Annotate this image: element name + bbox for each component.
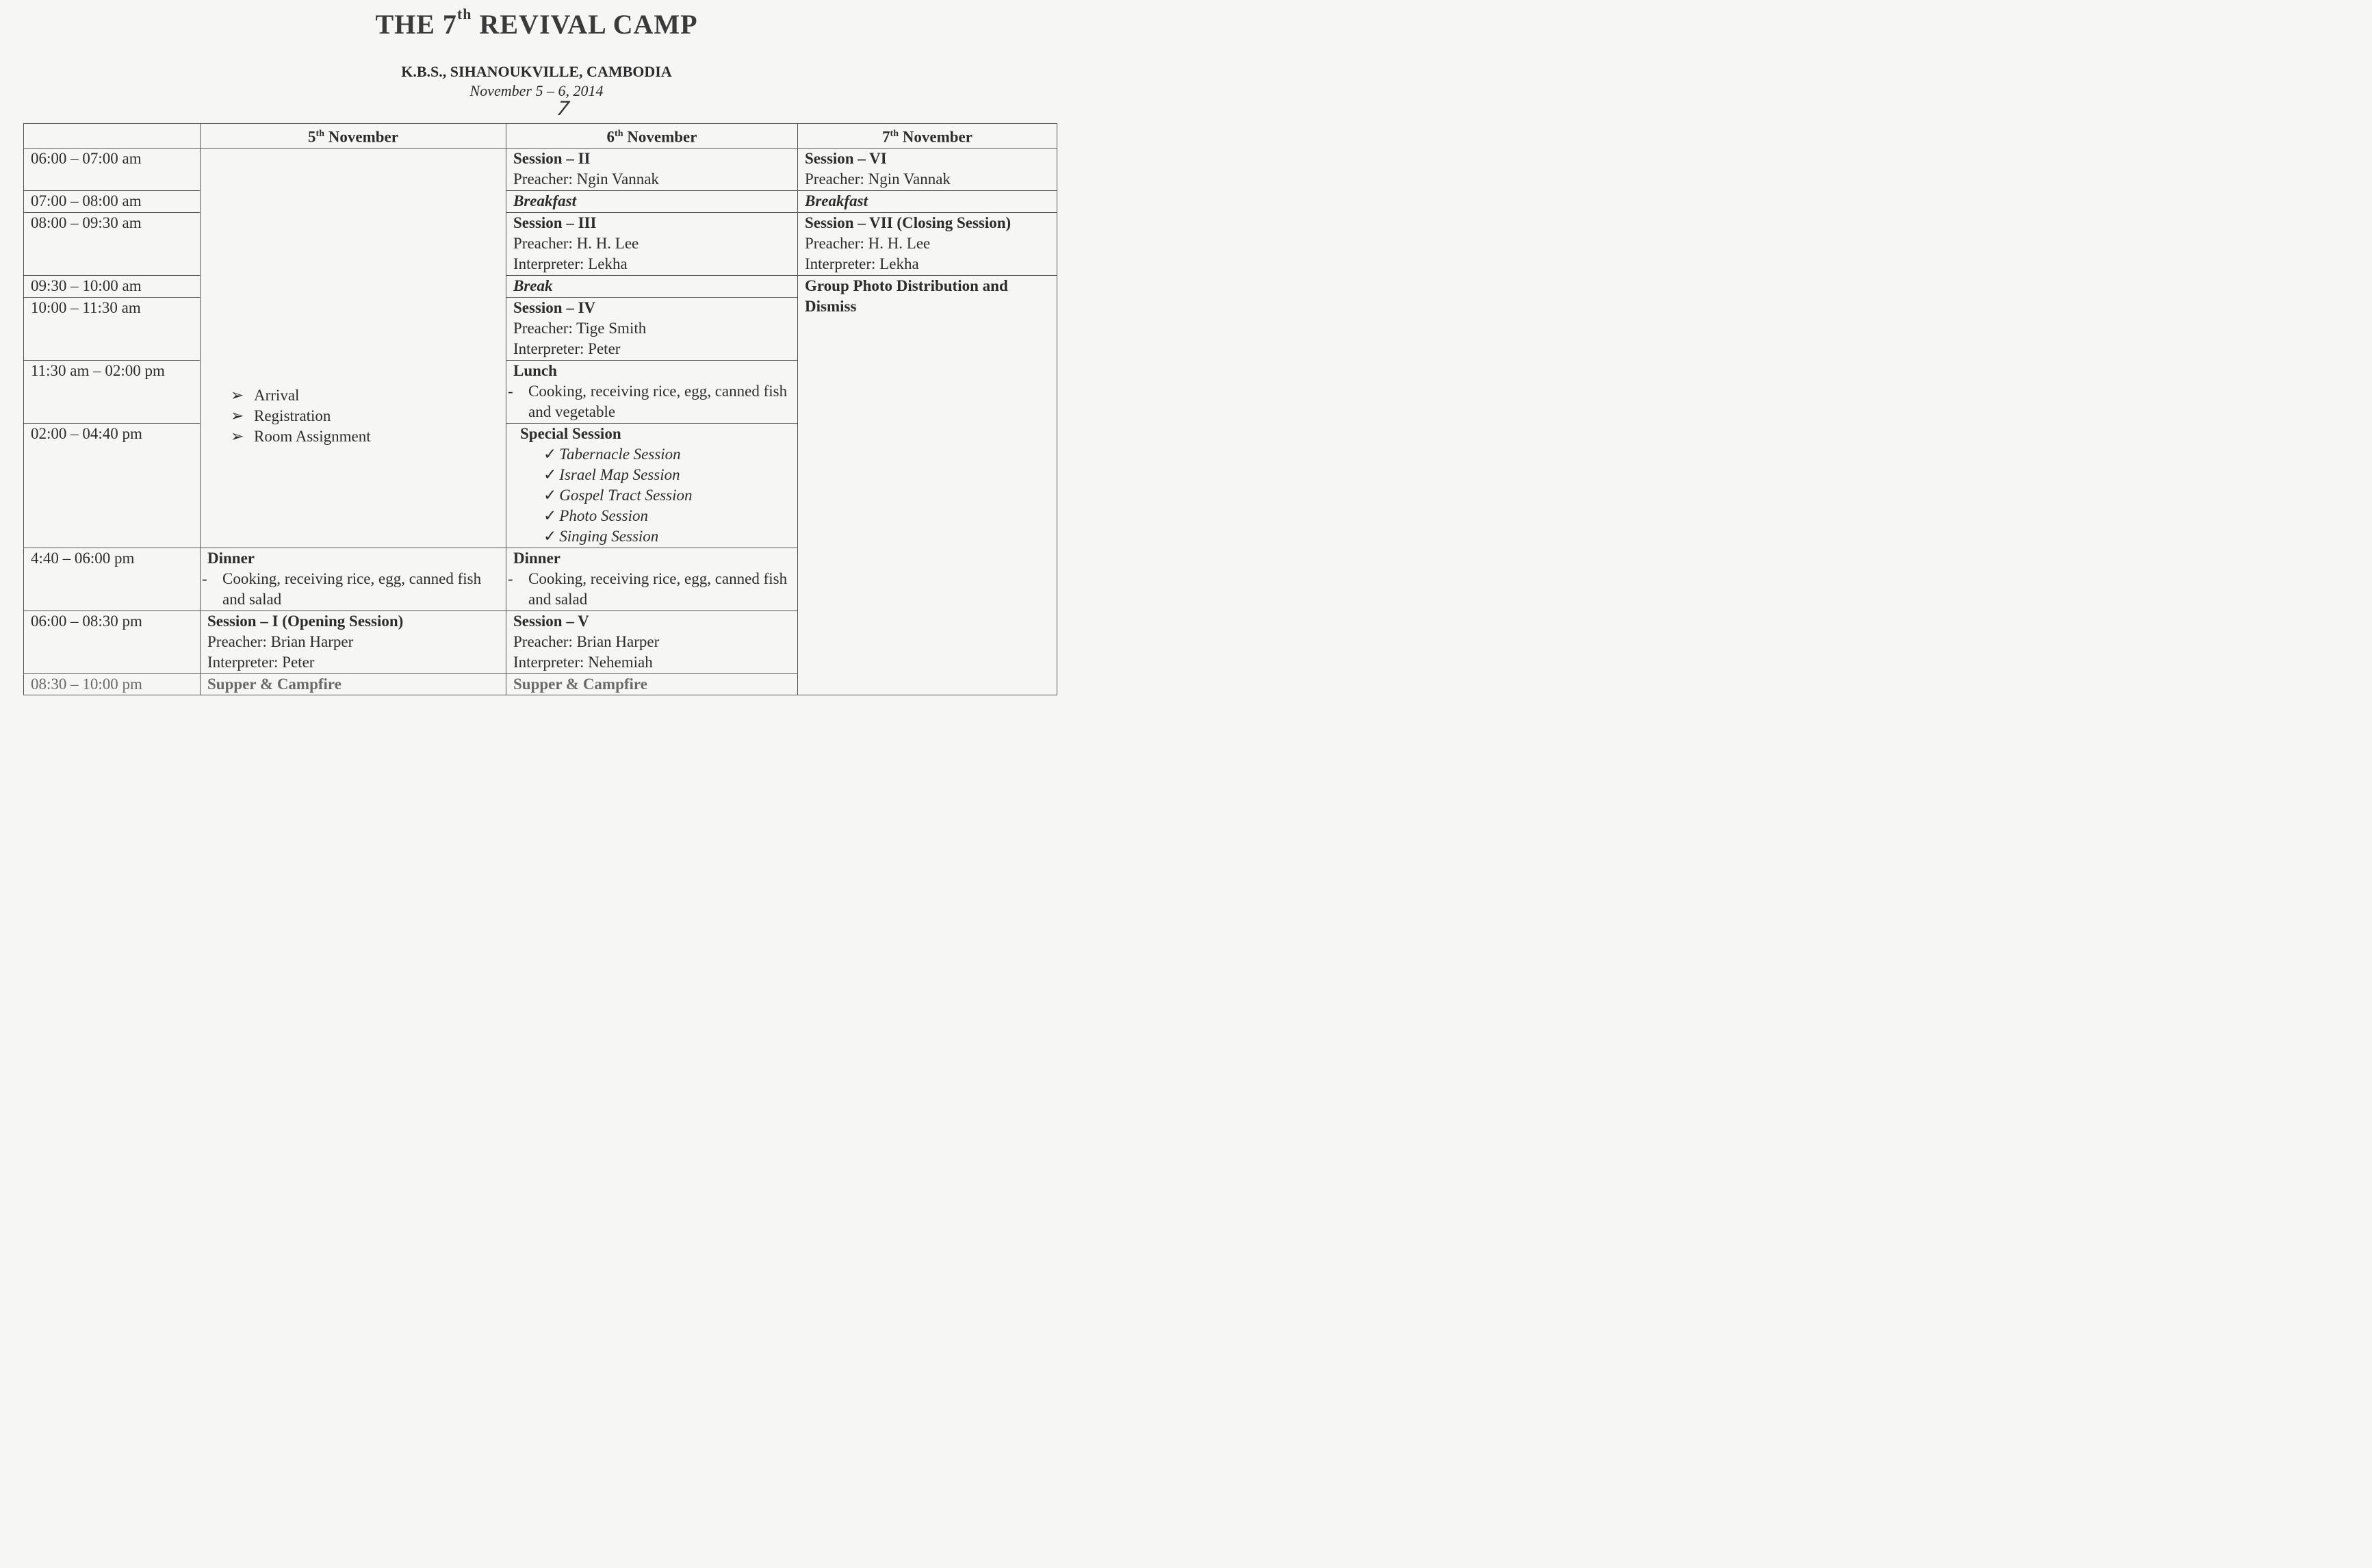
time-slot: 08:30 – 10:00 pm [24,673,201,695]
time-slot: 02:00 – 04:40 pm [24,423,201,548]
nov7-closing: Group Photo Distribution and Dismiss [798,275,1057,695]
nov6-supper: Supper & Campfire [506,673,798,695]
nov6-session-5: Session – V Preacher: Brian Harper Interpreter: Nehemiah [506,611,798,673]
nov6-lunch: Lunch - Cooking, receiving rice, egg, canned fish and vegetable [506,360,798,423]
time-slot: 06:00 – 08:30 pm [24,611,201,673]
list-item: ✓ Tabernacle Session [543,445,681,463]
table-row [24,148,1057,190]
list-item: ➢ Arrival [231,387,300,404]
nov5-supper: Supper & Campfire [201,673,506,695]
schedule-table [23,123,1057,695]
nov6-session-3: Session – III Preacher: H. H. Lee Interpreter: Lekha [506,212,798,275]
list-item: ➢ Registration [231,407,331,425]
table-row [24,212,1057,275]
nov6-session-4: Session – IV Preacher: Tige Smith Interpreter: Peter [506,297,798,360]
special-session-list [520,444,790,547]
column-header-nov6: 6th November [506,124,798,149]
list-item: ✓ Israel Map Session [543,465,680,483]
nov6-session-2: Session – II Preacher: Ngin Vannak [506,148,798,190]
list-item: ➢ Room Assignment [231,428,371,446]
time-slot: 06:00 – 07:00 am [24,148,201,190]
event-dates: November 5 – 6, 2014 [469,82,604,99]
time-slot: 09:30 – 10:00 am [24,275,201,297]
venue: K.B.S., SIHANOUKVILLE, CAMBODIA [401,63,672,80]
time-slot: 10:00 – 11:30 am [24,297,201,360]
list-item: ✓ Gospel Tract Session [543,486,693,504]
time-column-header [24,124,201,149]
nov6-breakfast: Breakfast [506,190,798,212]
column-header-nov7: 7th November [798,124,1057,149]
nov6-dinner: Dinner - Cooking, receiving rice, egg, canned fish and salad [506,548,798,611]
arrival-list [207,385,499,447]
list-item: ✓ Singing Session [543,527,659,545]
table-row [24,190,1057,212]
nov7-breakfast: Breakfast [798,190,1057,212]
document-title: THE 7th REVIVAL CAMP [375,5,698,40]
column-header-nov5: 5th November [201,124,506,149]
time-slot: 08:00 – 09:30 am [24,212,201,275]
handwritten-correction: 7 [555,97,571,120]
nov6-special-session: Special Session ✓ Tabernacle Session ✓ Israel Map Session ✓ Gospel Tract Session ✓ Photo Session ✓ Singing Session [506,423,798,548]
time-slot: 4:40 – 06:00 pm [24,548,201,611]
nov7-session-6: Session – VI Preacher: Ngin Vannak [798,148,1057,190]
nov5-session-1: Session – I (Opening Session) Preacher: Brian Harper Interpreter: Peter [201,611,506,673]
list-item: ✓ Photo Session [543,506,648,524]
nov5-dinner: Dinner - Cooking, receiving rice, egg, canned fish and salad [201,548,506,611]
nov5-arrival-cell [201,148,506,548]
time-slot: 11:30 am – 02:00 pm [24,360,201,423]
nov7-session-7: Session – VII (Closing Session) Preacher: H. H. Lee Interpreter: Lekha [798,212,1057,275]
header-row [24,124,1057,149]
nov6-break: Break [506,275,798,297]
time-slot: 07:00 – 08:00 am [24,190,201,212]
table-row [24,275,1057,297]
